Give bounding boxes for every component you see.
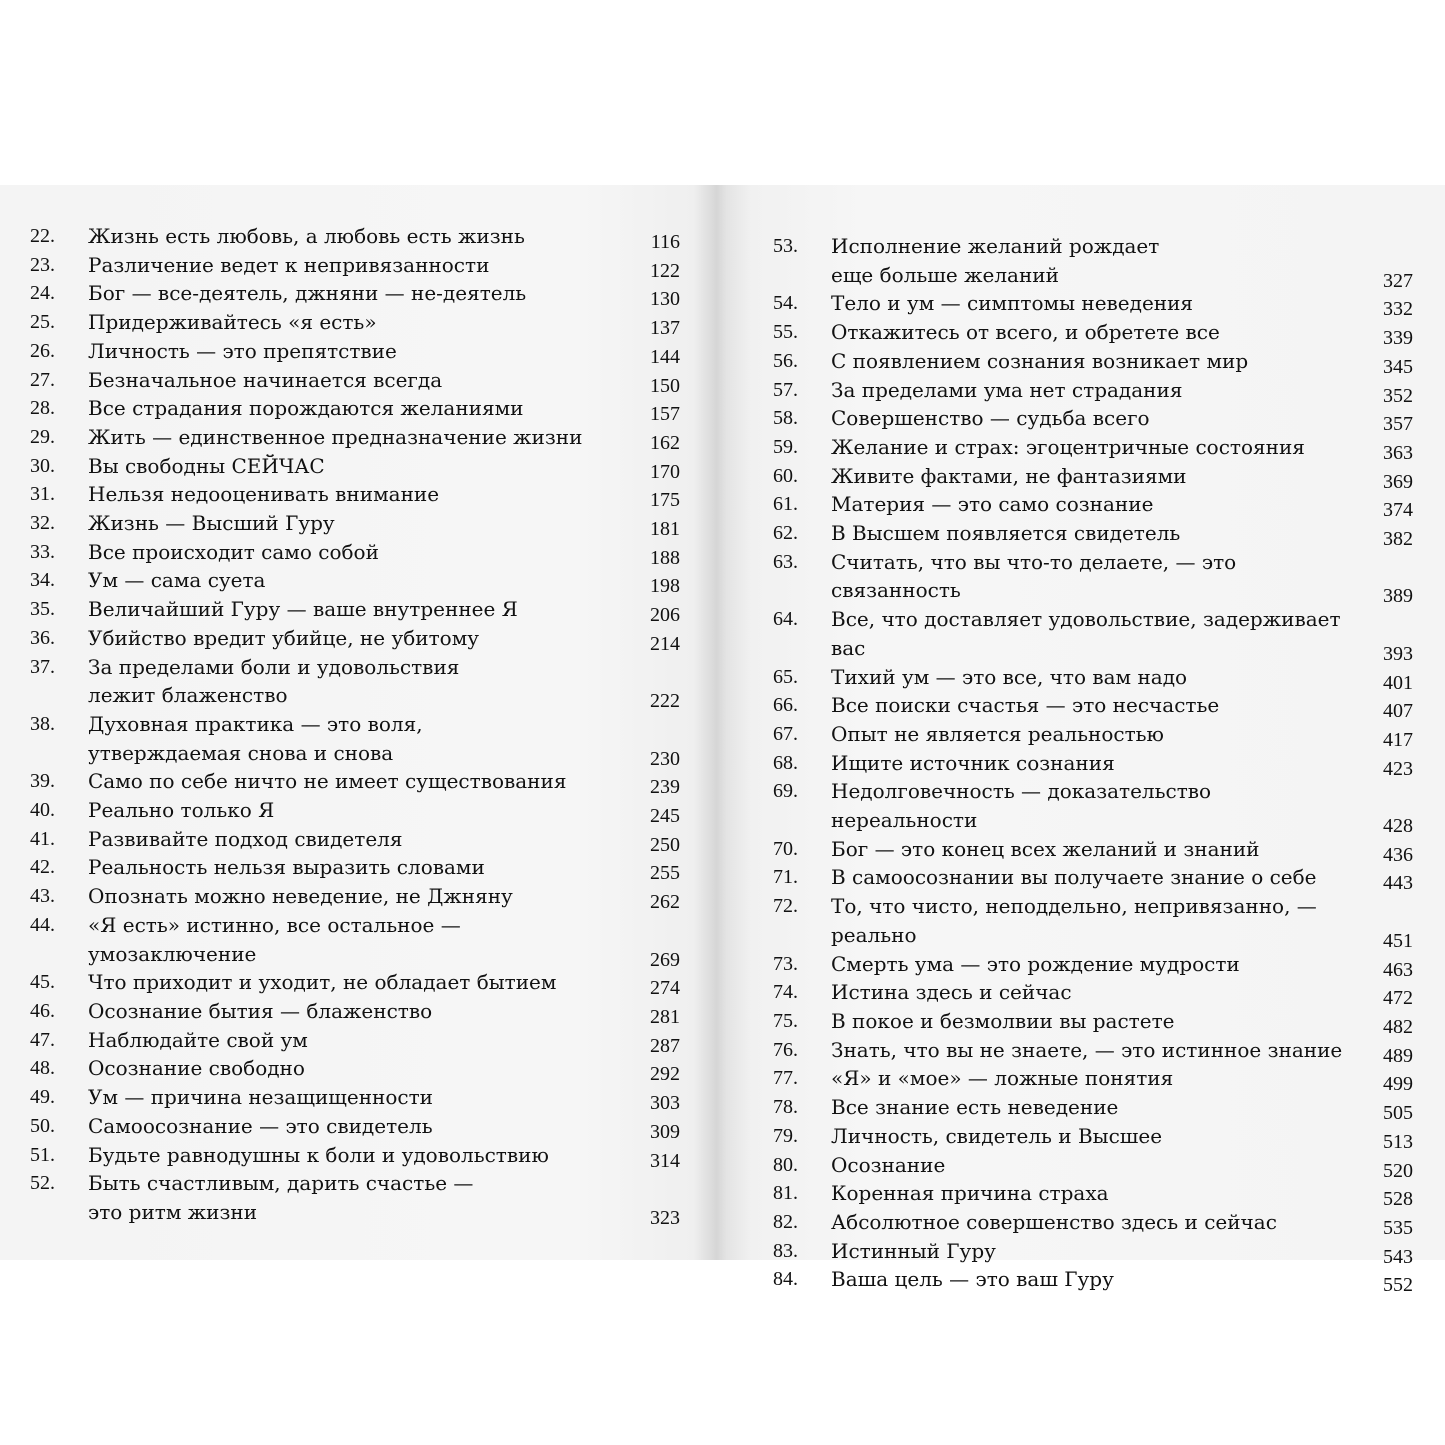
chapter-title: За пределами боли и удовольствия лежит блаженство: [88, 654, 460, 708]
chapter-number: 23.: [30, 253, 55, 276]
chapter-number: 31.: [30, 483, 55, 506]
toc-entry: [773, 232, 1413, 292]
chapter-title: Истина здесь и сейчас: [831, 980, 1072, 1005]
chapter-title: Считать, что вы что-то делаете, — это связанность: [831, 549, 1237, 603]
toc-list-right: [773, 232, 1413, 1297]
page-number: 472: [1383, 987, 1413, 1010]
page-number: 407: [1383, 700, 1413, 723]
chapter-title: Опознать можно неведение, не Джняну: [88, 884, 513, 909]
toc-entry: [773, 663, 1413, 692]
chapter-number: 61.: [773, 493, 798, 516]
chapter-number: 53.: [773, 235, 798, 257]
toc-entry: [773, 1036, 1413, 1065]
toc-entry: [773, 289, 1413, 321]
page-number: 303: [650, 1092, 680, 1115]
page-number: 214: [650, 632, 680, 655]
toc-entry: [773, 720, 1413, 749]
page-number: 513: [1383, 1130, 1413, 1153]
page-number: 144: [650, 345, 680, 368]
toc-entry: [30, 911, 680, 971]
toc-entry: [773, 519, 1413, 551]
toc-entry: [30, 566, 680, 598]
chapter-number: 45.: [30, 971, 55, 994]
chapter-number: 77.: [773, 1067, 798, 1090]
page-number: 443: [1383, 872, 1413, 895]
chapter-number: 84.: [773, 1268, 798, 1291]
page-number: 162: [650, 431, 680, 454]
chapter-title: Бог — все-деятель, джняни — не-деятель: [88, 281, 527, 306]
toc-entry: [30, 222, 680, 251]
page-number: 230: [650, 747, 680, 770]
chapter-title: Реальность нельзя выразить словами: [88, 855, 485, 880]
toc-entry: [30, 997, 680, 1026]
chapter-number: 42.: [30, 856, 55, 879]
chapter-number: 37.: [30, 655, 55, 678]
toc-entry: [30, 337, 680, 366]
chapter-title: Все страдания порождаются желаниями: [88, 396, 524, 421]
toc-entry: [30, 1112, 680, 1141]
page-number: 130: [650, 288, 680, 311]
page-number: 401: [1383, 671, 1413, 694]
page-number: 122: [650, 259, 680, 282]
page-number: 552: [1383, 1274, 1413, 1297]
chapter-title: Ум — причина незащищенности: [88, 1085, 433, 1110]
toc-entry: [30, 853, 680, 885]
chapter-number: 35.: [30, 598, 55, 621]
chapter-number: 74.: [773, 981, 798, 1004]
chapter-title: Самоосознание — это свидетель: [88, 1113, 433, 1138]
page-number: 198: [650, 575, 680, 598]
page-number: 389: [1383, 585, 1413, 608]
toc-entry: [773, 376, 1413, 405]
chapter-title: Жизнь есть любовь, а любовь есть жизнь: [88, 224, 525, 248]
toc-entry: [30, 251, 680, 280]
page-number: 499: [1383, 1073, 1413, 1096]
chapter-title: Нельзя недооценивать внимание: [88, 482, 440, 507]
chapter-title: Придерживайтесь «я есть»: [88, 310, 377, 335]
chapter-number: 22.: [30, 225, 55, 247]
chapter-title: Различение ведет к непривязанности: [88, 252, 490, 277]
toc-entry: [30, 423, 680, 452]
chapter-title: «Я» и «мое» — ложные понятия: [831, 1066, 1174, 1091]
chapter-number: 24.: [30, 282, 55, 305]
toc-entry: [30, 1026, 680, 1055]
page-number: 327: [1383, 269, 1413, 292]
chapter-title: Тихий ум — это все, что вам надо: [831, 664, 1188, 689]
chapter-number: 78.: [773, 1096, 798, 1119]
chapter-title: Что приходит и уходит, не обладает бытием: [88, 970, 557, 995]
chapter-number: 36.: [30, 626, 55, 649]
toc-entry: [30, 882, 680, 914]
chapter-number: 48.: [30, 1057, 55, 1080]
chapter-title: В Высшем появляется свидетель: [831, 521, 1181, 546]
page-number: 374: [1383, 499, 1413, 522]
toc-entry: [773, 777, 1413, 838]
page-number: 239: [650, 776, 680, 799]
toc-entry: [773, 892, 1413, 952]
page-number: 269: [650, 948, 680, 971]
page-number: 206: [650, 604, 680, 627]
chapter-title: Опыт не является реальностью: [831, 721, 1164, 746]
chapter-number: 82.: [773, 1210, 798, 1233]
chapter-number: 33.: [30, 540, 55, 563]
chapter-title: Ищите источник сознания: [831, 750, 1115, 775]
page-number: 323: [650, 1206, 680, 1229]
chapter-title: Истинный Гуру: [831, 1238, 996, 1263]
toc-entry: [30, 1169, 680, 1229]
chapter-title: За пределами ума нет страдания: [831, 377, 1183, 402]
chapter-title: Материя — это само сознание: [831, 492, 1154, 517]
page-number: 436: [1383, 843, 1413, 866]
toc-entry: [773, 1179, 1413, 1211]
page-number: 309: [650, 1120, 680, 1143]
chapter-title: То, что чисто, неподдельно, непривязанно, — реально: [831, 894, 1317, 947]
chapter-title: Жить — единственное предназначение жизни: [88, 424, 583, 449]
page-number: 281: [650, 1005, 680, 1028]
chapter-title: Желание и страх: эгоцентричные состояния: [831, 434, 1305, 459]
chapter-title: Личность — это препятствие: [88, 338, 397, 363]
chapter-number: 57.: [773, 378, 798, 401]
chapter-number: 44.: [30, 913, 55, 936]
page-number: 363: [1383, 441, 1413, 464]
chapter-number: 32.: [30, 512, 55, 535]
chapter-number: 27.: [30, 368, 55, 391]
chapter-title: Жизнь — Высший Гуру: [88, 511, 335, 536]
page-number: 339: [1383, 327, 1413, 350]
chapter-number: 76.: [773, 1038, 798, 1061]
toc-entry: [773, 605, 1413, 665]
toc-entry: [773, 749, 1413, 778]
page-number: 451: [1383, 929, 1413, 952]
page-number: 287: [650, 1034, 680, 1057]
toc-entry: [30, 1054, 680, 1086]
toc-entry: [773, 835, 1413, 864]
page-number: 393: [1383, 642, 1413, 665]
chapter-title: Быть счастливым, дарить счастье — это ритм жизни: [88, 1171, 474, 1224]
chapter-number: 65.: [773, 665, 798, 688]
page-number: 262: [650, 891, 680, 914]
toc-entry: [773, 978, 1413, 1010]
page-number: 157: [650, 403, 680, 426]
chapter-title: Все знание есть неведение: [831, 1095, 1119, 1120]
toc-entry: [773, 1265, 1413, 1297]
chapter-number: 28.: [30, 397, 55, 420]
toc-entry: [30, 452, 680, 481]
right-page: [733, 185, 1445, 1297]
toc-entry: [773, 1007, 1413, 1036]
page-number: 528: [1383, 1188, 1413, 1211]
toc-entry: [773, 691, 1413, 723]
page-number: 116: [650, 231, 680, 253]
chapter-title: Абсолютное совершенство здесь и сейчас: [831, 1209, 1277, 1234]
page-number: 181: [650, 518, 680, 541]
chapter-number: 25.: [30, 311, 55, 334]
chapter-title: Развивайте подход свидетеля: [88, 826, 403, 851]
chapter-number: 54.: [773, 292, 798, 315]
page-number: 482: [1383, 1015, 1413, 1038]
chapter-number: 83.: [773, 1239, 798, 1262]
chapter-number: 62.: [773, 522, 798, 545]
chapter-number: 49.: [30, 1086, 55, 1109]
toc-entry: [30, 595, 680, 627]
toc-entry: [30, 825, 680, 854]
chapter-number: 63.: [773, 550, 798, 573]
toc-entry: [30, 968, 680, 1000]
page-number: 423: [1383, 757, 1413, 780]
chapter-number: 79.: [773, 1124, 798, 1147]
chapter-number: 75.: [773, 1009, 798, 1032]
chapter-number: 81.: [773, 1182, 798, 1205]
toc-entry: [30, 279, 680, 311]
chapter-number: 73.: [773, 952, 798, 975]
toc-entry: [30, 710, 680, 770]
chapter-title: Ум — сама суета: [88, 568, 266, 593]
chapter-number: 30.: [30, 454, 55, 477]
chapter-number: 40.: [30, 799, 55, 822]
page-number: 222: [650, 690, 680, 713]
page-number: 188: [650, 546, 680, 569]
chapter-number: 58.: [773, 407, 798, 430]
page-number: 505: [1383, 1102, 1413, 1125]
chapter-number: 29.: [30, 425, 55, 448]
chapter-title: Коренная причина страха: [831, 1181, 1109, 1206]
chapter-title: Все, что доставляет удовольствие, задерживает вас: [831, 607, 1341, 660]
page-number: 369: [1383, 470, 1413, 493]
toc-entry: [30, 1083, 680, 1115]
book-spread: [0, 185, 1445, 1297]
chapter-number: 51.: [30, 1143, 55, 1166]
page-number: 175: [650, 489, 680, 512]
chapter-number: 43.: [30, 885, 55, 908]
toc-entry: [773, 1237, 1413, 1266]
chapter-number: 70.: [773, 837, 798, 860]
toc-entry: [30, 624, 680, 653]
toc-entry: [773, 462, 1413, 491]
chapter-title: В самоосознании вы получаете знание о себе: [831, 865, 1317, 890]
page-number: 250: [650, 833, 680, 856]
toc-list-left: [30, 222, 680, 1227]
page-number: 535: [1383, 1216, 1413, 1239]
page-number: 489: [1383, 1044, 1413, 1067]
chapter-number: 66.: [773, 694, 798, 717]
chapter-number: 41.: [30, 827, 55, 850]
chapter-title: Исполнение желаний рождает еще больше желаний: [831, 234, 1160, 287]
chapter-number: 69.: [773, 780, 798, 803]
page-number: 382: [1383, 528, 1413, 551]
chapter-number: 34.: [30, 569, 55, 592]
chapter-number: 71.: [773, 866, 798, 889]
chapter-title: Недолговечность — доказательство нереальности: [831, 779, 1212, 833]
page-number: 428: [1383, 815, 1413, 838]
left-page: [0, 185, 712, 1260]
chapter-title: Величайший Гуру — ваше внутреннее Я: [88, 597, 518, 622]
page-number: 520: [1383, 1159, 1413, 1182]
chapter-number: 67.: [773, 722, 798, 745]
page-number: 357: [1383, 413, 1413, 436]
toc-entry: [773, 863, 1413, 895]
toc-entry: [30, 480, 680, 512]
chapter-title: Все поиски счастья — это несчастье: [831, 693, 1220, 718]
page-number: 543: [1383, 1245, 1413, 1268]
page-number: 137: [650, 317, 680, 340]
page-number: 150: [650, 374, 680, 397]
chapter-title: Живите фактами, не фантазиями: [831, 463, 1187, 488]
toc-entry: [773, 1208, 1413, 1237]
chapter-number: 47.: [30, 1028, 55, 1051]
page-number: 463: [1383, 958, 1413, 981]
toc-entry: [773, 404, 1413, 436]
toc-entry: [773, 950, 1413, 979]
chapter-number: 26.: [30, 339, 55, 362]
chapter-title: Духовная практика — это воля, утверждаемая снова и снова: [88, 711, 423, 765]
chapter-title: Будьте равнодушны к боли и удовольствию: [88, 1142, 549, 1167]
toc-entry: [773, 433, 1413, 462]
chapter-number: 72.: [773, 895, 798, 918]
chapter-number: 39.: [30, 770, 55, 793]
chapter-title: Тело и ум — симптомы неведения: [831, 291, 1194, 316]
chapter-number: 56.: [773, 349, 798, 372]
toc-entry: [30, 366, 680, 395]
toc-entry: [30, 509, 680, 541]
page-number: 352: [1383, 384, 1413, 407]
chapter-number: 55.: [773, 321, 798, 344]
chapter-title: Реально только Я: [88, 798, 275, 823]
toc-entry: [773, 1151, 1413, 1180]
chapter-title: Безначальное начинается всегда: [88, 367, 443, 392]
chapter-title: С появлением сознания возникает мир: [831, 348, 1249, 373]
page-number: 255: [650, 862, 680, 885]
chapter-title: В покое и безмолвии вы растете: [831, 1008, 1175, 1033]
chapter-title: «Я есть» истинно, все остальное — умозаключение: [88, 912, 461, 966]
chapter-title: Вы свободны СЕЙЧАС: [88, 453, 325, 478]
chapter-title: Осознание бытия — блаженство: [88, 998, 433, 1023]
chapter-title: Осознание: [831, 1152, 946, 1177]
toc-entry: [773, 1064, 1413, 1096]
page-number: 417: [1383, 728, 1413, 751]
page-number: 314: [650, 1149, 680, 1172]
chapter-title: Ваша цель — это ваш Гуру: [831, 1267, 1114, 1292]
toc-entry: [30, 767, 680, 799]
chapter-title: Все происходит само собой: [88, 539, 379, 564]
chapter-number: 80.: [773, 1153, 798, 1176]
page-number: 245: [650, 805, 680, 828]
page-number: 332: [1383, 298, 1413, 321]
chapter-number: 68.: [773, 751, 798, 774]
chapter-number: 59.: [773, 435, 798, 458]
toc-entry: [773, 318, 1413, 350]
toc-entry: [30, 796, 680, 828]
chapter-title: Личность, свидетель и Высшее: [831, 1123, 1163, 1148]
chapter-title: Откажитесь от всего, и обретете все: [831, 320, 1220, 345]
chapter-number: 38.: [30, 712, 55, 735]
toc-entry: [30, 394, 680, 426]
chapter-number: 50.: [30, 1114, 55, 1137]
toc-entry: [773, 1093, 1413, 1125]
chapter-number: 52.: [30, 1172, 55, 1195]
page-number: 292: [650, 1063, 680, 1086]
chapter-title: Убийство вредит убийце, не убитому: [88, 625, 480, 650]
page-number: 345: [1383, 355, 1413, 378]
toc-entry: [773, 347, 1413, 376]
chapter-number: 60.: [773, 464, 798, 487]
chapter-title: Знать, что вы не знаете, — это истинное знание: [831, 1037, 1343, 1062]
toc-entry: [773, 548, 1413, 608]
chapter-title: Само по себе ничто не имеет существования: [88, 769, 567, 794]
page-number: 170: [650, 460, 680, 483]
chapter-title: Осознание свободно: [88, 1056, 305, 1081]
toc-entry: [30, 653, 680, 713]
chapter-title: Наблюдайте свой ум: [88, 1027, 308, 1052]
toc-entry: [30, 538, 680, 567]
chapter-title: Смерть ума — это рождение мудрости: [831, 951, 1240, 976]
toc-entry: [773, 1122, 1413, 1151]
toc-entry: [30, 1141, 680, 1170]
chapter-number: 46.: [30, 999, 55, 1022]
toc-entry: [30, 308, 680, 340]
page-number: 274: [650, 977, 680, 1000]
chapter-title: Совершенство — судьба всего: [831, 406, 1150, 431]
chapter-number: 64.: [773, 608, 798, 631]
chapter-title: Бог — это конец всех желаний и знаний: [831, 836, 1260, 861]
toc-entry: [773, 490, 1413, 522]
